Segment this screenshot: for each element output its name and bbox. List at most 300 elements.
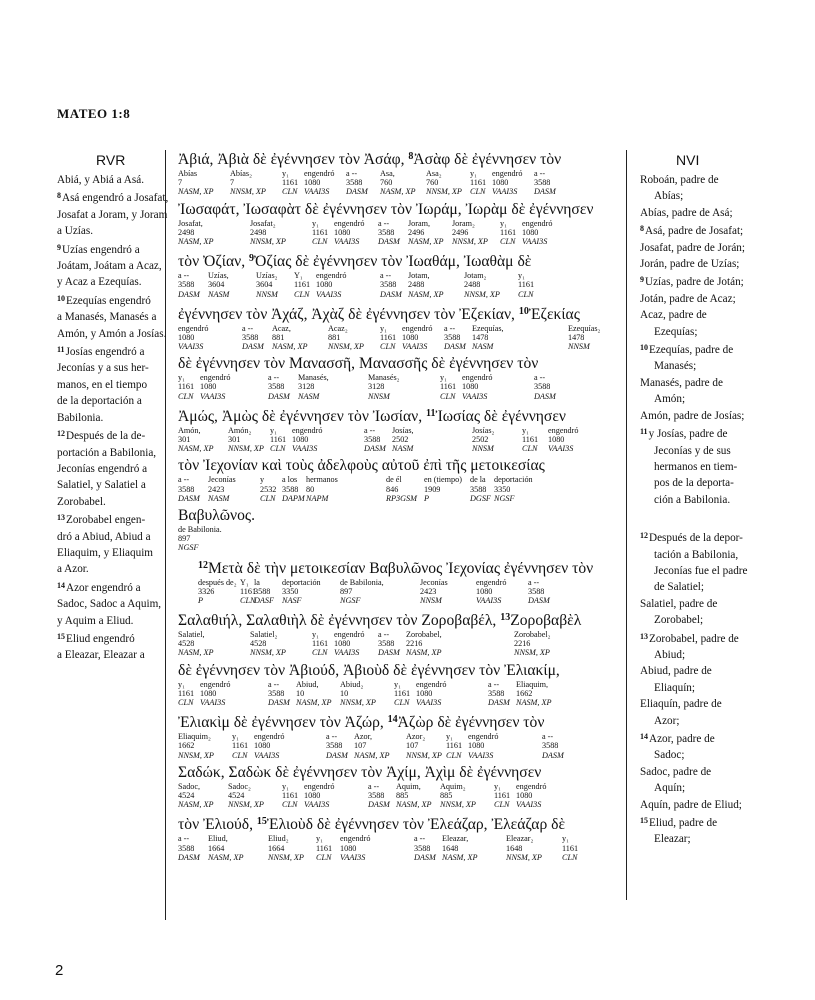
line-text: Ezequías; — [654, 325, 698, 338]
parsing-code: VAAI3S — [304, 800, 330, 810]
strongs-number: 1080 — [292, 435, 309, 444]
parsing-code: NASM, XP — [178, 444, 214, 454]
parsing-code: DASM — [380, 289, 402, 299]
gloss-word — [178, 732, 232, 760]
gloss-word — [380, 324, 402, 352]
nvi-line — [640, 680, 760, 696]
greek-line — [178, 507, 618, 525]
interlinear-block — [178, 609, 618, 658]
gloss-word — [442, 834, 506, 862]
line-text: Eleazar; — [654, 833, 691, 846]
strongs-number: 3588 — [326, 741, 343, 751]
gloss-word — [420, 578, 476, 606]
strongs-number: 3588 — [282, 484, 299, 494]
gloss-translation: y₁ — [380, 323, 387, 333]
strongs-number: 2496 — [452, 227, 469, 237]
parsing-code: NNSM, XP — [406, 750, 442, 760]
gloss-word — [294, 271, 316, 299]
gloss-word — [468, 732, 542, 760]
strongs-number: 1161 — [240, 586, 257, 596]
gloss-word — [470, 169, 492, 197]
strongs-number: 107 — [354, 741, 367, 751]
line-text: Amón; — [654, 393, 686, 406]
greek-text: Σαδώκ, Σαδὼκ δὲ ἐγέννησεν τὸν Ἀχίμ, Ἀχὶμ δὲ ἐγέννησεν — [178, 763, 542, 781]
gloss-word — [416, 680, 488, 708]
strongs-number: 4528 — [250, 639, 267, 649]
rvr-line — [57, 545, 161, 561]
nvi-line — [640, 729, 760, 747]
strongs-number: 3588 — [268, 688, 285, 698]
greek-line — [178, 355, 618, 373]
parsing-code: CLN — [518, 289, 534, 299]
parsing-code: NNSM, XP — [250, 236, 286, 246]
strongs-number: 1161 — [282, 178, 299, 188]
strongs-number: 2502 — [472, 435, 489, 444]
gloss-translation: a -- — [268, 373, 280, 383]
strongs-number: 1648 — [442, 843, 459, 853]
gloss-word — [260, 475, 282, 503]
gloss-translation: y₁ — [470, 169, 477, 178]
gloss-word — [254, 732, 326, 760]
line-text: Jeconías engendró a — [57, 462, 148, 475]
verse-number: 14 — [640, 732, 648, 741]
strongs-number: 760 — [380, 178, 393, 188]
gloss-word — [304, 169, 346, 197]
gloss-translation: Josías, — [392, 425, 414, 435]
strongs-number: 10 — [296, 688, 305, 698]
gloss-translation: y — [260, 475, 265, 485]
gloss-word — [368, 373, 440, 401]
parsing-code: NNSM — [256, 289, 278, 299]
gloss-translation: Eleazar₂ — [506, 834, 534, 844]
gloss-word — [178, 630, 250, 658]
strongs-number: 881 — [272, 332, 285, 342]
greek-text: Ἀμώς, Ἀμὼς δὲ ἐγέννησεν τὸν Ἰωσίαν, — [178, 407, 426, 425]
gloss-translation: engendró — [200, 679, 231, 689]
gloss-word — [446, 732, 468, 760]
strongs-number: 7 — [230, 178, 235, 188]
gloss-word — [568, 324, 618, 352]
greek-text: ἐγέννησεν τὸν Ἀχάζ, Ἀχὰζ δὲ ἐγέννησεν τὸν Ἐζεκίαν, — [178, 305, 519, 323]
gloss-row — [178, 373, 618, 401]
gloss-word — [426, 169, 470, 197]
gloss-word — [378, 219, 408, 247]
gloss-translation: y₁ — [312, 218, 319, 228]
right-column-divider — [626, 150, 627, 900]
rvr-line — [57, 461, 161, 477]
line-text: Ezequías engendró — [66, 294, 151, 307]
strongs-number: 1161 — [522, 435, 539, 444]
parsing-code: NNSM, XP — [426, 187, 462, 197]
gloss-word — [326, 732, 354, 760]
line-text: Josafat, padre de Jorán; — [640, 241, 745, 254]
strongs-number: 1080 — [254, 741, 271, 751]
gloss-word — [392, 426, 472, 454]
nvi-line — [640, 240, 760, 256]
gloss-word — [340, 680, 394, 708]
nvi-line — [640, 612, 760, 628]
gloss-translation: a -- — [268, 679, 280, 689]
strongs-number: 1080 — [334, 639, 351, 649]
strongs-number: 2496 — [408, 227, 425, 237]
parsing-code: DASM — [178, 493, 200, 503]
parsing-code: VAAI3S — [340, 852, 366, 862]
line-text: Abías, padre de Asá; — [640, 206, 733, 219]
rvr-line — [57, 360, 161, 376]
interlinear-block — [178, 711, 618, 760]
strongs-number: 1161 — [562, 843, 579, 853]
nvi-line — [640, 291, 760, 307]
parsing-code: NASM — [208, 493, 230, 503]
strongs-number: 3588 — [488, 688, 505, 698]
parsing-code: VAAI3S — [402, 342, 428, 352]
line-text: hermanos en tiem- — [654, 460, 738, 473]
line-text: Jeconías y de sus — [654, 444, 731, 457]
parsing-code: DASM — [528, 595, 550, 605]
nvi-line — [640, 408, 760, 424]
gloss-word — [232, 732, 254, 760]
interlinear-block — [178, 148, 618, 197]
nvi-line — [640, 391, 760, 407]
parsing-code: NNSM, XP — [178, 750, 214, 760]
gloss-word — [444, 324, 472, 352]
nvi-line — [640, 780, 760, 796]
nvi-line — [640, 424, 760, 442]
strongs-number: 1161 — [470, 178, 487, 188]
strongs-number: 2216 — [406, 639, 423, 649]
rvr-line — [57, 207, 168, 223]
greek-line — [178, 764, 618, 782]
gloss-translation: engendró — [334, 630, 365, 640]
greek-line — [178, 813, 618, 834]
parsing-code: NASM, XP — [178, 800, 214, 810]
strongs-number: 1664 — [208, 843, 225, 853]
nvi-line — [640, 172, 760, 188]
strongs-number: 1161 — [232, 741, 249, 751]
nvi-line — [640, 459, 760, 475]
line-text: Zorobabel engen- — [66, 514, 146, 527]
parsing-code: DASM — [378, 648, 400, 658]
gloss-word — [328, 324, 380, 352]
gloss-translation: Abías — [178, 169, 198, 178]
line-text: de la deportación a — [57, 395, 142, 408]
parsing-code: CLN — [440, 391, 456, 401]
gloss-translation: de él — [386, 475, 402, 485]
parsing-code: NNSM, XP — [228, 800, 264, 810]
gloss-translation: Azor₂ — [406, 732, 426, 742]
gloss-translation: a -- — [178, 271, 190, 281]
greek-text: Μετὰ δὲ τὴν μετοικεσίαν Βαβυλῶνος Ἰεχονίας ἐγέννησεν τὸν — [208, 559, 594, 577]
gloss-translation: Asa₂ — [426, 169, 442, 178]
gloss-word — [488, 680, 516, 708]
parsing-code: NNSM, XP — [440, 800, 476, 810]
nvi-line — [640, 747, 760, 763]
gloss-translation: engendró — [468, 732, 499, 742]
gloss-translation: Aquim, — [396, 781, 421, 791]
strongs-number: 1648 — [506, 843, 523, 853]
rvr-line — [57, 223, 161, 239]
gloss-translation: a -- — [178, 834, 190, 844]
parsing-code: CLN — [394, 698, 410, 707]
rvr-line — [57, 445, 161, 461]
gloss-translation: de Babilonia, — [340, 577, 384, 587]
gloss-word — [178, 525, 258, 553]
gloss-word — [516, 680, 576, 708]
greek-text: Ἰωσαφάτ, Ἰωσαφὰτ δὲ ἐγέννησεν τὸν Ἰωράμ, Ἰωρὰμ δὲ ἐγέννησεν — [178, 200, 594, 218]
gloss-word — [228, 426, 270, 454]
line-text: a Manasés, Manasés a — [57, 311, 157, 324]
interlinear-block — [178, 813, 618, 862]
gloss-word — [340, 578, 420, 606]
strongs-number: 3588 — [268, 382, 285, 392]
parsing-code: NASM — [392, 444, 414, 454]
interlinear-block — [178, 507, 618, 553]
line-text: Jeconías y a sus her- — [57, 362, 149, 375]
gloss-translation: engendró — [304, 781, 335, 791]
parsing-code: NASM — [208, 289, 230, 299]
gloss-translation: Amón₂ — [228, 425, 252, 435]
gloss-translation: Y₁ — [294, 271, 303, 281]
parsing-code: VAAI3S — [178, 342, 204, 352]
greek-text: Ὀζίας δὲ ἐγέννησεν τὸν Ἰωαθάμ, Ἰωαθὰμ δὲ — [254, 253, 532, 271]
line-text: Josías engendró a — [65, 346, 145, 359]
rvr-line — [57, 510, 161, 528]
parsing-code: VAAI3S — [522, 236, 548, 246]
nvi-line — [640, 596, 760, 612]
parsing-code: DASM — [414, 852, 436, 862]
parsing-code: CLN — [178, 391, 194, 401]
strongs-number: 1080 — [468, 741, 485, 751]
interlinear-block — [178, 457, 618, 503]
gloss-word — [200, 680, 268, 708]
parsing-code: NASM, XP — [406, 648, 442, 658]
gloss-row — [178, 324, 618, 352]
greek-line — [178, 201, 618, 219]
strongs-number: 1080 — [304, 790, 321, 800]
gloss-translation: Eleazar, — [442, 834, 469, 844]
rvr-line — [57, 613, 161, 629]
strongs-number: 2488 — [464, 280, 481, 290]
gloss-translation: Abiud, — [296, 679, 319, 689]
parsing-code: NASM, XP — [408, 236, 444, 246]
parsing-code: CLN — [522, 444, 538, 454]
parsing-code: CLN — [270, 444, 286, 454]
nvi-line — [640, 205, 760, 221]
gloss-translation: Eliaquim, — [516, 679, 549, 689]
greek-text: τὸν Ἐλιούδ, — [178, 816, 257, 834]
nvi-line — [640, 340, 760, 358]
verse-number: 12 — [57, 429, 65, 439]
strongs-number: 3588 — [378, 227, 395, 237]
verse-number: 14 — [387, 714, 398, 726]
gloss-translation: Acaz₂ — [328, 323, 348, 333]
parsing-code: NNSM — [420, 595, 442, 605]
nvi-line — [640, 272, 760, 290]
nvi-line — [640, 764, 760, 780]
line-text: Sadoc; — [654, 749, 685, 762]
nvi-translation-column — [640, 172, 760, 848]
rvr-line — [57, 561, 161, 577]
strongs-number: 1080 — [492, 178, 509, 188]
verse-number: 12 — [640, 531, 648, 541]
parsing-code: NASM, XP — [296, 698, 332, 707]
gloss-word — [518, 271, 540, 299]
nvi-line — [640, 443, 760, 459]
line-text: Azor engendró a — [66, 581, 141, 594]
parsing-code: NNSM, XP — [506, 852, 542, 862]
strongs-number: 1662 — [516, 688, 533, 698]
strongs-number: 107 — [406, 741, 419, 751]
gloss-translation: Ezequías₂ — [568, 323, 601, 333]
strongs-number: 3588 — [346, 178, 363, 188]
gloss-translation: Josafat₂ — [250, 218, 276, 228]
parsing-code: P — [424, 493, 430, 503]
strongs-number: 1080 — [178, 332, 195, 342]
parsing-code: VAAI3S — [200, 698, 226, 707]
line-text: Abías; — [654, 190, 684, 203]
gloss-word — [306, 475, 386, 503]
nvi-line — [640, 797, 760, 813]
greek-text: δὲ ἐγέννησεν τὸν Ἀβιούδ, Ἀβιοὺδ δὲ ἐγέννησεν τὸν Ἐλιακίμ, — [178, 661, 560, 679]
line-text: dró a Abiud, Abiud a — [57, 530, 151, 543]
line-text: Acaz, padre de — [640, 309, 707, 322]
strongs-number: 4528 — [178, 639, 195, 649]
line-text: Amón, y Amón a Josías. — [57, 327, 167, 340]
interlinear-block — [178, 355, 618, 401]
gloss-translation: engendró — [178, 323, 209, 333]
strongs-number: 3588 — [534, 178, 551, 188]
gloss-translation: engendró — [522, 218, 553, 228]
strongs-number: 4524 — [228, 790, 245, 800]
interlinear-block — [178, 201, 618, 247]
strongs-number: 2423 — [420, 586, 437, 596]
gloss-word — [386, 475, 424, 503]
line-text: Asá, padre de Josafat; — [645, 225, 744, 238]
gloss-translation: y₁ — [178, 679, 185, 689]
nvi-column-title: NVI — [676, 152, 700, 168]
gloss-word — [506, 834, 562, 862]
strongs-number: 1161 — [312, 227, 329, 237]
gloss-translation: Azor, — [354, 732, 373, 742]
nvi-line — [640, 696, 760, 712]
gloss-translation: Joram₂ — [452, 218, 475, 228]
parsing-code: DASM — [488, 698, 510, 707]
left-column-divider — [165, 150, 166, 920]
gloss-translation: a -- — [414, 834, 426, 844]
line-text: tación a Babilonia, — [654, 548, 739, 561]
gloss-translation: a -- — [368, 781, 380, 791]
line-text: a Azor. — [57, 563, 89, 576]
book-reference: MATEO 1:8 — [57, 106, 131, 121]
gloss-translation: a -- — [542, 732, 554, 742]
parsing-code: NASM, XP — [272, 342, 308, 352]
parsing-code: NGSF — [494, 493, 515, 503]
gloss-translation: y₁ — [282, 169, 289, 178]
greek-line — [178, 557, 618, 578]
strongs-number: 1161 — [270, 435, 287, 444]
parsing-code: VAAI3S — [334, 648, 360, 658]
nvi-line — [640, 647, 760, 663]
gloss-translation: y₁ — [522, 425, 529, 435]
line-text: Eliud, padre de — [649, 817, 718, 830]
verse-number: 8 — [408, 151, 414, 162]
strongs-number: 1161 — [312, 639, 329, 649]
verse-number: 11 — [57, 345, 65, 355]
gloss-translation: Zorobabel, — [406, 630, 442, 640]
strongs-number: 1080 — [462, 382, 479, 392]
strongs-number: 1161 — [380, 332, 397, 342]
gloss-word — [424, 475, 470, 503]
parsing-code: CLN — [312, 648, 328, 658]
gloss-translation: Josafat, — [178, 218, 203, 228]
verse-number: 15 — [256, 816, 267, 828]
rvr-line — [57, 274, 161, 290]
gloss-word — [178, 219, 250, 247]
gloss-word — [562, 834, 584, 862]
gloss-word — [256, 271, 294, 299]
parsing-code: NNSM — [568, 342, 590, 352]
parsing-code: VAAI3S — [516, 800, 542, 810]
gloss-word — [472, 324, 568, 352]
strongs-number: 1161 — [178, 688, 195, 698]
gloss-translation: y₁ — [500, 218, 507, 228]
greek-text: Ζοροβαβὲλ — [510, 612, 582, 630]
strongs-number: 2498 — [178, 227, 195, 237]
gloss-translation: a los — [282, 475, 298, 485]
greek-line — [178, 250, 618, 271]
gloss-translation: Abías₂ — [230, 169, 252, 178]
gloss-word — [406, 732, 446, 760]
strongs-number: 3326 — [198, 586, 215, 596]
strongs-number: 1478 — [568, 332, 585, 342]
gloss-row — [178, 834, 618, 862]
gloss-word — [470, 475, 494, 503]
strongs-number: 885 — [440, 790, 453, 800]
strongs-number: 1662 — [178, 741, 195, 751]
rvr-line — [57, 291, 161, 309]
gloss-word — [334, 219, 378, 247]
line-text: Aquín; — [654, 782, 686, 795]
gloss-word — [178, 475, 208, 503]
line-text: Aquín, padre de Eliud; — [640, 798, 742, 811]
gloss-translation: y₁ — [270, 425, 277, 435]
gloss-word — [268, 680, 296, 708]
gloss-word — [452, 219, 500, 247]
gloss-translation: Sadoc₂ — [228, 781, 251, 791]
strongs-number: 3588 — [378, 639, 395, 649]
rvr-translation-column — [57, 172, 169, 664]
line-text: Roboán, padre de — [640, 174, 719, 186]
gloss-word — [494, 475, 546, 503]
gloss-translation: engendró — [340, 834, 371, 844]
gloss-word — [522, 219, 566, 247]
strongs-number: 1080 — [476, 586, 493, 596]
parsing-code: NNSM, XP — [328, 342, 364, 352]
strongs-number: 301 — [178, 435, 191, 444]
line-text: Josafat a Joram, y Joram — [57, 208, 168, 221]
rvr-line — [57, 172, 161, 188]
parsing-code: DASM — [368, 800, 390, 810]
parsing-code: VAAI3S — [476, 595, 502, 605]
gloss-row — [178, 475, 618, 503]
parsing-code: NASM, XP — [396, 800, 432, 810]
strongs-number: 3588 — [470, 484, 487, 494]
parsing-code: NASF — [282, 595, 302, 605]
gloss-word — [200, 373, 268, 401]
rvr-line — [57, 258, 161, 274]
strongs-number: 80 — [306, 484, 315, 494]
nvi-line — [640, 358, 760, 374]
